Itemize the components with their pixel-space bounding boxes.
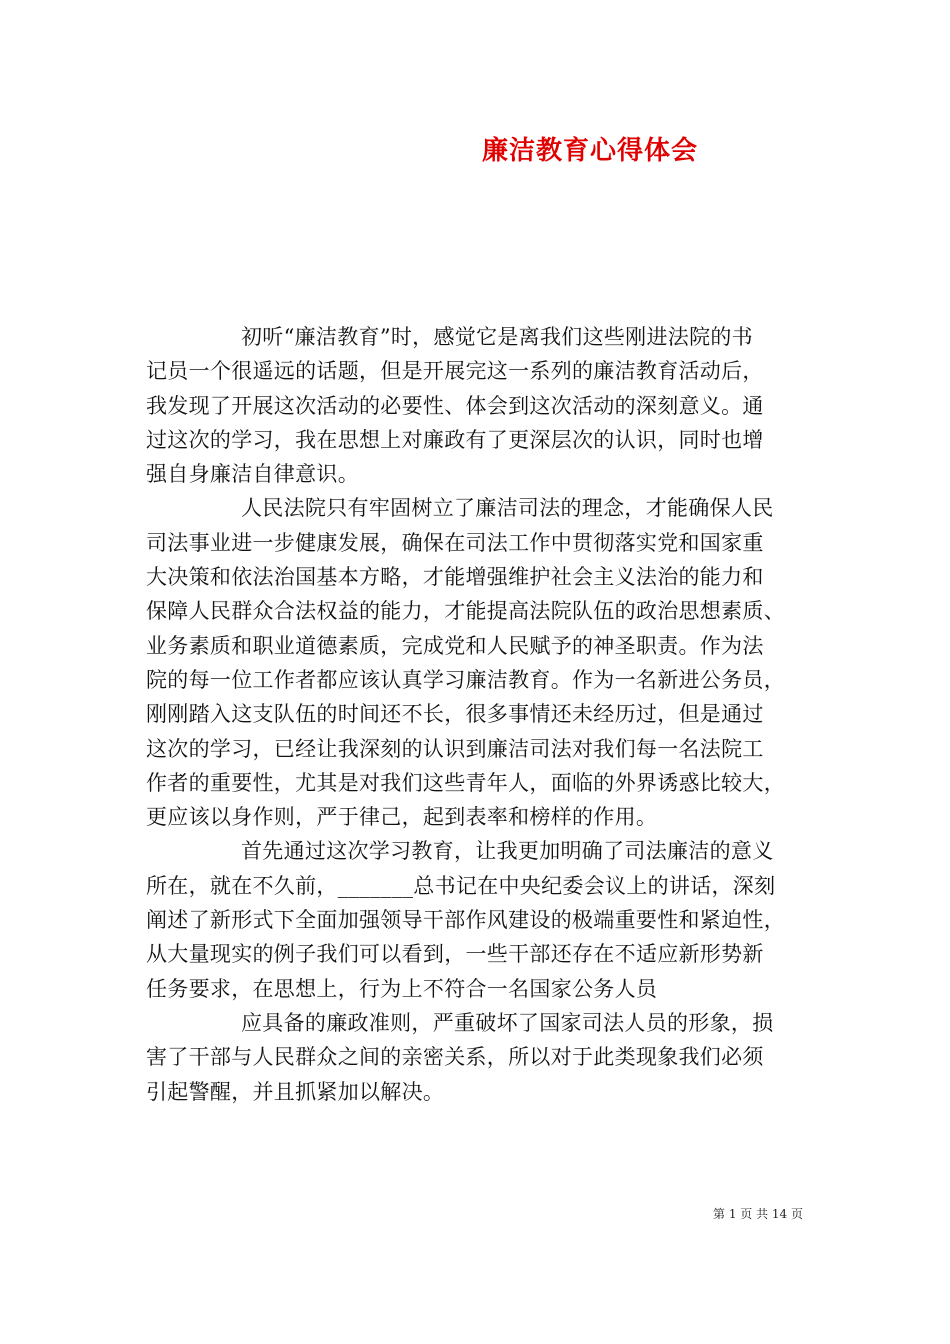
text-line: 过这次的学习，我在思想上对廉政有了更深层次的认识，同时也增 [146,427,764,452]
page-number: 第 1 页 共 14 页 [713,1207,803,1221]
text-line: 这次的学习，已经让我深刻的认识到廉洁司法对我们每一名法院工 [146,736,764,761]
paragraph [146,320,804,491]
text-line: 应具备的廉政准则，严重破坏了国家司法人员的形象，损 [241,1010,774,1035]
text-line: 所在，就在不久前，_______总书记在中央纪委会议上的讲话，深刻 [146,873,776,898]
text-line: 强自身廉洁自律意识。 [146,462,359,487]
text-line: 更应该以身作则，严于律己，起到表率和榜样的作用。 [146,805,658,830]
paragraph [146,1006,804,1109]
text-line: 初听“廉洁教育”时，感觉它是离我们这些刚进法院的书 [241,325,753,349]
text-line: 刚刚踏入这支队伍的时间还不长，很多事情还未经历过，但是通过 [146,702,764,727]
text-line: 记员一个很遥远的话题，但是开展完这一系列的廉洁教育活动后， [146,359,764,384]
document-title: 廉洁教育心得体会 [481,136,698,166]
paragraph [146,834,804,1005]
paragraph [146,491,804,834]
text-line: 从大量现实的例子我们可以看到，一些干部还存在不适应新形势新 [146,942,764,967]
text-line: 作者的重要性，尤其是对我们这些青年人，面临的外界诱惑比较大， [146,770,785,795]
document-body [146,320,804,1109]
text-line: 引起警醒，并且抓紧加以解决。 [146,1079,445,1104]
text-line: 院的每一位工作者都应该认真学习廉洁教育。作为一名新进公务员， [146,667,785,692]
text-line: 我发现了开展这次活动的必要性、体会到这次活动的深刻意义。通 [146,393,764,418]
text-line: 人民法院只有牢固树立了廉洁司法的理念，才能确保人民 [241,496,774,521]
text-line: 司法事业进一步健康发展，确保在司法工作中贯彻落实党和国家重 [146,530,764,555]
text-line: 首先通过这次学习教育，让我更加明确了司法廉洁的意义 [241,839,774,864]
text-line: 大决策和依法治国基本方略，才能增强维护社会主义法治的能力和 [146,565,764,590]
text-line: 保障人民群众合法权益的能力，才能提高法院队伍的政治思想素质、 [146,599,785,624]
text-line: 任务要求，在思想上，行为上不符合一名国家公务人员 [146,976,658,1001]
text-line: 业务素质和职业道德素质，完成党和人民赋予的神圣职责。作为法 [146,633,764,658]
text-line: 阐述了新形式下全面加强领导干部作风建设的极端重要性和紧迫性， [146,908,785,933]
text-line: 害了干部与人民群众之间的亲密关系，所以对于此类现象我们必须 [146,1045,764,1070]
